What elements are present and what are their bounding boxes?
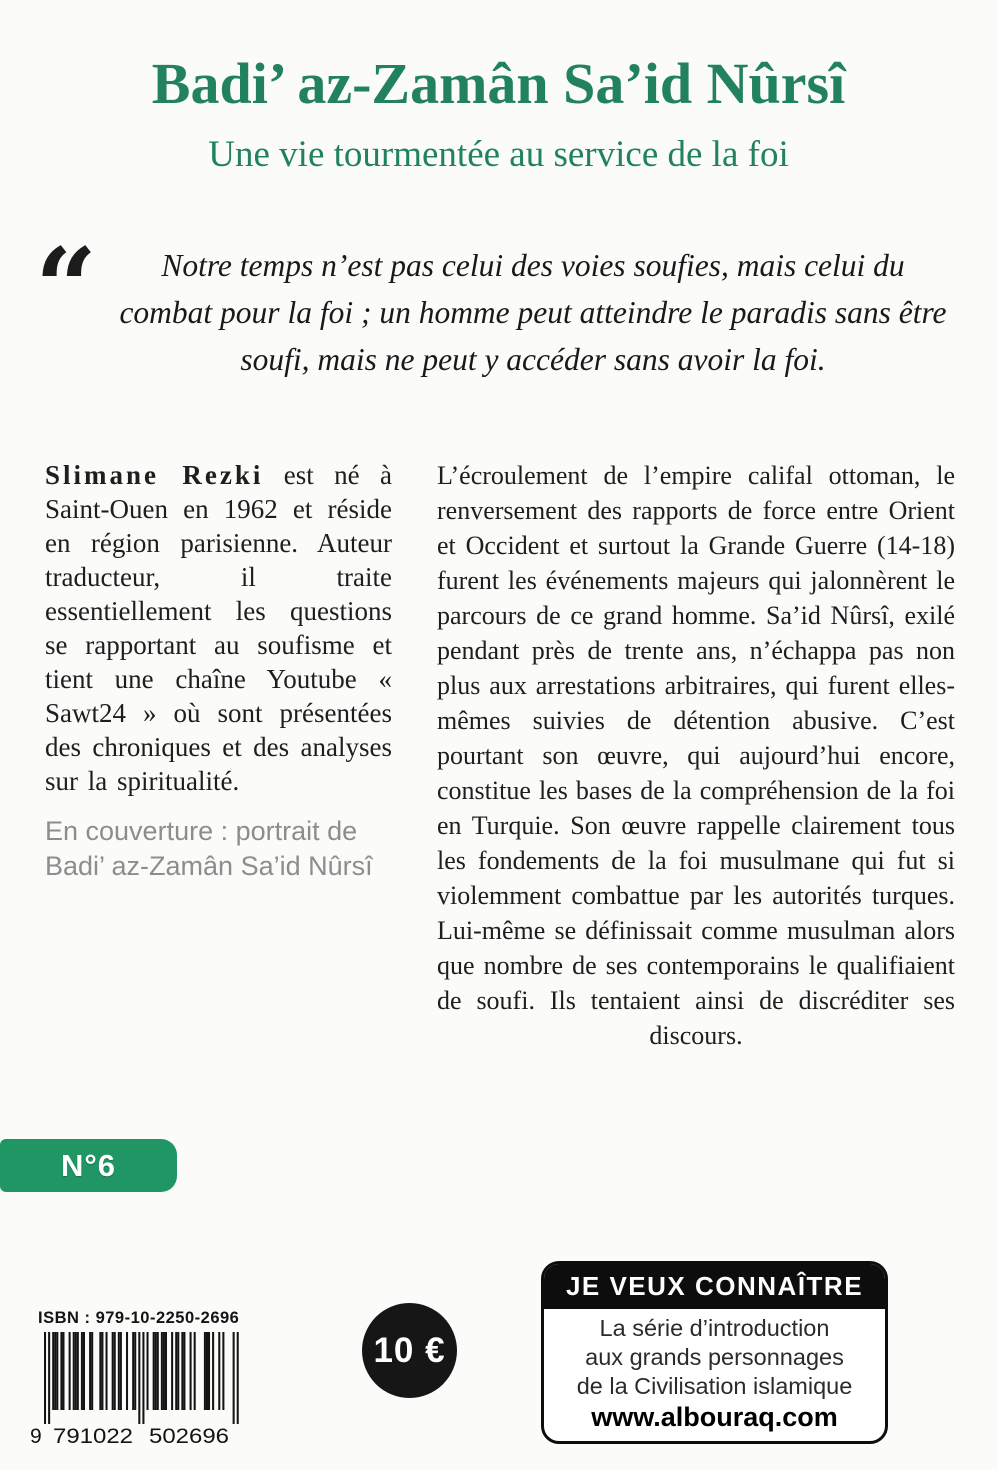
info-box-line: aux grands personnages bbox=[585, 1344, 844, 1370]
info-box bbox=[541, 1261, 888, 1444]
website-link: www.albouraq.com bbox=[591, 1402, 838, 1432]
page-title: Badi’ az-Zamân Sa’id Nûrsî bbox=[151, 51, 846, 116]
book-description: L’écroulement de l’empire califal ottoman, le renversement des rapports de force entre Orient et Occident et surtout la Grande Guerre (14-18) furent les événements majeurs qui jalonnèrent le parcours de ce grand homme. Sa’id Nûrsî, exilé pendant près de trente ans, n’échappa pas non plus aux arrestations arbitraires, qui furent elles-mêmes suivies de détention abusive. C’est pourtant son œuvre, qui aujourd’hui encore, constitue les bases de la compréhension de la foi en Turquie. Son œuvre rappelle clairement tous les fondements de la foi musulmane qui fut si violemment combattue par les autorités turques. Lui-même se définissait comme musulman alors que nombre de ses contemporains le qualifiaient de soufi. Ils tentaient ainsi de discréditer ses discours. bbox=[437, 461, 955, 1050]
series-number-badge bbox=[0, 1139, 177, 1192]
svg-text:791022: 791022 bbox=[53, 1425, 133, 1446]
series-number-label: N°6 bbox=[60, 1147, 117, 1183]
author-column bbox=[45, 458, 392, 1053]
info-box-body bbox=[544, 1309, 885, 1432]
two-column-text bbox=[45, 458, 955, 1053]
info-box-header: JE VEUX CONNAÎTRE bbox=[544, 1264, 885, 1309]
pull-quote bbox=[35, 225, 953, 383]
price-label: 10 € bbox=[373, 1330, 446, 1370]
svg-text:502696: 502696 bbox=[149, 1425, 229, 1446]
svg-text:9: 9 bbox=[30, 1425, 42, 1446]
barcode bbox=[28, 1332, 246, 1446]
author-bio-text: est né à Saint-Ouen en 1962 et réside en région parisienne. Auteur traducteur, il traite essentiellement les questions se rapportant au soufisme et tient une chaîne Youtube « Sawt24 » où sont présentées des chroniques et des analyses sur la spiritualité. bbox=[45, 460, 392, 796]
description-column bbox=[437, 458, 955, 1053]
page-subtitle: Une vie tourmentée au service de la foi bbox=[208, 134, 789, 175]
author-name: Slimane Rezki bbox=[45, 460, 264, 490]
cover-caption: En couverture : portrait de Badi’ az-Zamân Sa’id Nûrsî bbox=[45, 816, 373, 881]
info-box-line: de la Civilisation islamique bbox=[576, 1373, 853, 1399]
info-box-line: La série d’introduction bbox=[599, 1315, 830, 1341]
isbn-label: ISBN : 979-10-2250-2696 bbox=[38, 1309, 240, 1327]
pull-quote-text: Notre temps n’est pas celui des voies soufies, mais celui du combat pour la foi ; un homme peut atteindre le paradis sans être soufi, mais ne peut y accéder sans avoir la foi. bbox=[119, 248, 947, 377]
price-badge bbox=[362, 1303, 457, 1398]
author-bio bbox=[45, 458, 392, 798]
quote-mark-icon: “ bbox=[35, 225, 98, 351]
